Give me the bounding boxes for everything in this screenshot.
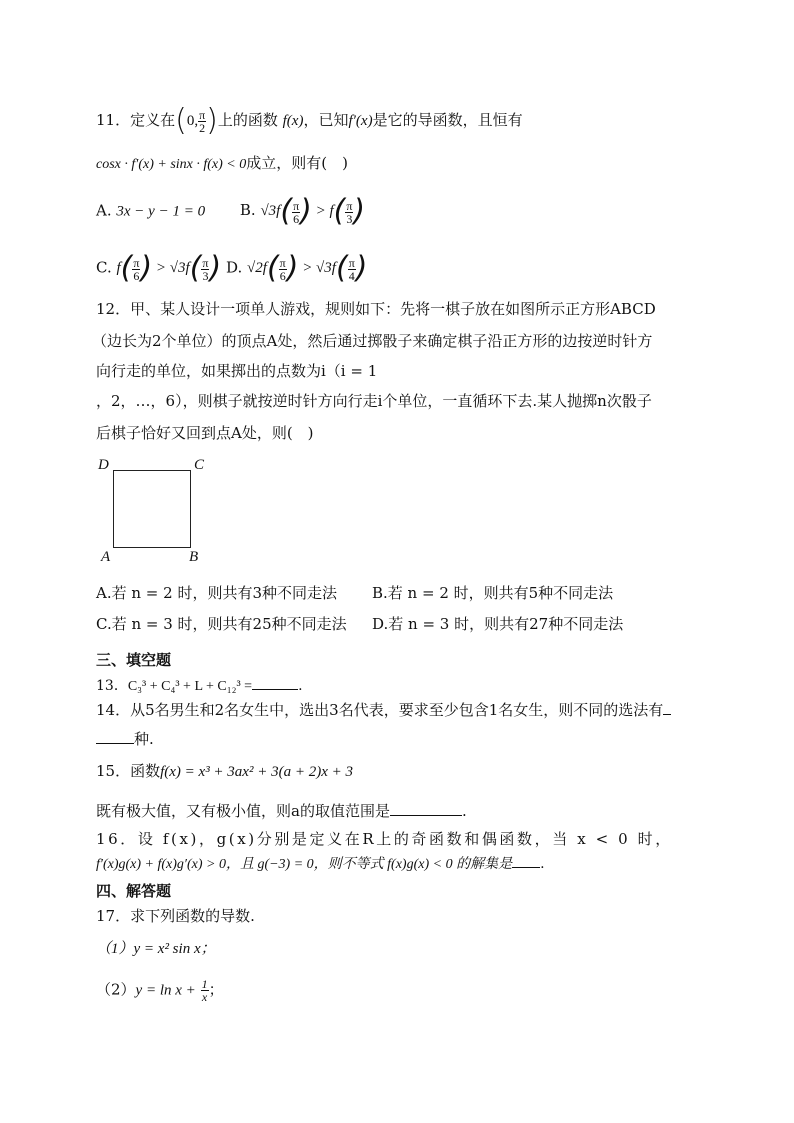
q15-line1: 15．函数f(x) = x³ + 3ax² + 3(a + 2)x + 3 [96,762,353,780]
vertex-b-label: B [189,549,199,565]
q15-line2: 既有极大值，又有极小值，则a的取值范围是 . [96,802,467,820]
q12-line2: （边长为2个单位）的顶点A处，然后通过掷骰子来确定棋子沿正方形的边按逆时针方 [92,332,653,350]
q17-title: 17．求下列函数的导数. [96,907,255,925]
q11-optC-expr: f( $\frac{\pi}{6}$ ) > √3f( $\frac{\pi}{3}$ ) [116,251,222,286]
vertex-d-label: D [98,457,109,473]
section-4-heading: 四、解答题 [96,882,172,900]
q17-part2: （2）y = ln x + $\frac{1}{x}$ ； [96,977,224,1004]
q11-options-ab: A. 3x − y − 1 = 0 B. √3f( $\frac{\pi}{6}$ ) > f( $\frac{\pi}{3}$ ) [96,194,366,229]
q12-option-b: B.若 n = 2 时，则共有5种不同走法 [372,584,614,602]
q17-part1: （1）y = x² sin x； [96,941,216,957]
q12-option-d: D.若 n = 3 时，则共有27种不同走法 [372,615,624,633]
one-over-x: $\frac{1}{x}$ [201,977,208,1004]
q12-line5: 后棋子恰好又回到点A处，则( ) [96,424,314,442]
q12-line1: 12．甲、某人设计一项单人游戏，规则如下：先将一棋子放在如图所示正方形ABCD [96,300,656,318]
q12-line3: 向行走的单位，如果掷出的点数为i（i = 1 [96,362,378,380]
square [113,470,191,548]
q12-option-a: A.若 n = 2 时，则共有3种不同走法 [96,584,337,602]
q15-blank [390,801,462,816]
square-abcd-figure [96,456,216,568]
q14-blank-b [96,729,134,744]
q12-option-c: C.若 n = 3 时，则共有25种不同走法 [96,615,347,633]
q11-optD-expr: √2f( $\frac{\pi}{6}$ ) > √3f( $\frac{\pi}{4}$ ) [247,251,368,286]
q13-blank [252,675,298,690]
q11-line1: 11．定义在(0, $\frac{\pi}{2}$ )上的函数 f(x)，已知f′(x)是它的导函数，且恒有 [96,103,523,138]
q14-line2: 种. [96,728,154,750]
q11-optB-expr: √3f( $\frac{\pi}{6}$ ) > f( $\frac{\pi}{3}$ ) [260,194,366,229]
vertex-a-label: A [101,549,111,565]
q12-line4: ，2，…，6），则棋子就按逆时针方向行走i个单位，一直循环下去.某人抛掷n次骰子 [96,392,652,410]
pi-over-2: $\frac{\pi}{2}$ [199,107,206,135]
q14-blank-a [663,700,671,715]
q16-line1: 16．设 f(x)，g(x)分别是定义在R上的奇函数和偶函数，当 x < 0 时， [96,830,673,848]
q11-options-cd: C. f( $\frac{\pi}{6}$ ) > √3f( $\frac{\pi}{3}$ ) D. √2f( $\frac{\pi}{6}$ ) > √3f( $\frac{\pi}{4}$ ) [96,251,368,286]
q11-line2: cosx · f′(x) + sinx · f(x) < 0成立，则有( ) [96,154,348,172]
q14-line1: 14．从5名男生和2名女生中，选出3名代表，要求至少包含1名女生，则不同的选法有 [96,699,671,721]
vertex-c-label: C [194,457,205,473]
q16-line2: f′(x)g(x) + f(x)g′(x) > 0，且 g(−3) = 0，则不等式 f(x)g(x) < 0 的解集是 . [96,853,545,876]
q13: 13．C₃³ + C₄³ + L + C₁₂³ = . [96,675,303,698]
q16-blank [512,853,540,868]
section-3-heading: 三、填空题 [96,651,172,669]
